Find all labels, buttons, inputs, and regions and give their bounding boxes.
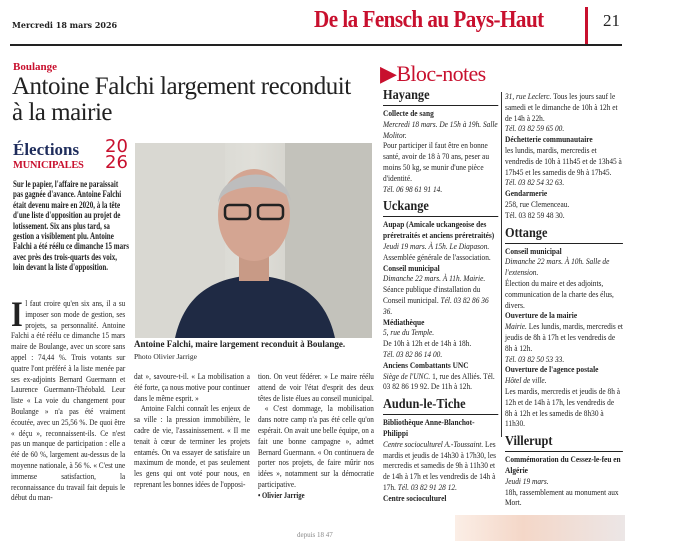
header-rule xyxy=(10,44,622,46)
article-kicker: Boulange xyxy=(13,61,58,73)
notice-title: Déchetterie communautaire xyxy=(505,135,593,145)
article-column-3 xyxy=(258,371,374,502)
notice-text: De 10h à 12h et de 14h à 18h. xyxy=(383,339,472,349)
paragraph: dat », savoure-t-il. « La mobilisation a été forte, ça nous motive pour continuer dans le même esprit. » xyxy=(134,371,250,403)
header-divider xyxy=(585,7,588,45)
elections-logo xyxy=(13,136,131,176)
notice-text: Assemblée générale de l'association. xyxy=(383,252,491,262)
paragraph: « C'est dommage, la mobilisation dans notre camp n'a pas été celle qu'on espérait. On avait une belle équipe, on a fait une bonne campagne », admet Bernard Guermann. « On continuera de porter nos projets, de faire mûrir nos idées », notamment sur la démocratie participative. xyxy=(258,403,374,489)
notice-title: Anciens Combattants UNC xyxy=(383,360,469,370)
notice-text: 1, rue des Alliés. Tél. 03 82 86 19 92. De 11h à 12h. xyxy=(383,371,495,392)
town-heading: Audun-le-Tiche xyxy=(383,397,498,415)
article-column-1 xyxy=(11,294,126,503)
notice-text: Élection du maire et des adjoints, communication de la charte des élus, divers. xyxy=(505,278,614,310)
notice-text: Séance publique d'installation du Conseil municipal. xyxy=(383,285,481,305)
notice-phone: Tél. 03 82 91 28 12. xyxy=(397,482,457,492)
author-signature: • Olivier Jarrige xyxy=(258,490,305,500)
notice-text: Les mardis, mercredis et jeudis de 8h à 12h et de 14h à 17h, les vendredis de 8h à 12h et les samedis de 8h30 à 11h30. xyxy=(505,386,621,429)
notice-when: Mairie. xyxy=(505,322,527,332)
blocnotes-title: ▶Bloc-notes xyxy=(380,61,486,86)
blocnotes-title-text: Bloc-notes xyxy=(396,61,486,86)
drop-cap: I xyxy=(11,294,23,334)
notice-text: 18h, rassemblement au monument aux Mort. xyxy=(505,487,619,508)
photo-caption: Antoine Falchi, maire largement reconduit à Boulange. xyxy=(134,339,346,349)
paragraph: Antoine Falchi connaît les enjeux de sa ville : la pression immobilière, le cadre de vie, l'assainissement. « Il me tenait à cœur de terminer les projets entamés. On va essayer de satisfaire un maximum de monde, et pas seulement les gens qui ont voté pour nous, en reprenant les bonnes idées de l'opposi- xyxy=(134,403,250,489)
notice-when: Jeudi 19 mars. À 15h. Le Diapason. xyxy=(383,241,490,251)
issue-date: Mercredi 18 mars 2026 xyxy=(12,20,118,30)
footer-fragment: depuis 18 47 xyxy=(297,531,333,539)
notice-when: Siège de l'UNC. xyxy=(383,371,431,381)
notice-title: Bibliothèque Anne-Blanchot-Philippi xyxy=(383,418,475,438)
column-divider xyxy=(501,92,502,437)
section-title: De la Fensch au Pays-Haut xyxy=(314,7,544,33)
notice-phone: Tél. 03 82 59 48 30. xyxy=(505,210,565,220)
notice-when: Jeudi 19 mars. xyxy=(505,476,549,486)
town-heading: Hayange xyxy=(383,88,498,106)
town-heading: Ottange xyxy=(505,226,623,244)
logo-year: 2026 xyxy=(105,136,128,173)
notice-when: Mercredi 18 mars. De 15h à 19h. Salle Molitor. xyxy=(383,119,498,140)
notice-title: Commémoration du Cessez-le-feu en Algérie xyxy=(505,455,621,475)
notice-text: 258, rue Clemenceau. xyxy=(505,199,570,209)
notice-phone: Tél. 03 82 86 14 00. xyxy=(383,349,443,359)
blocnotes-column-1 xyxy=(383,88,498,505)
notice-title: Médiathèque xyxy=(383,317,425,327)
notice-title: Conseil municipal xyxy=(505,246,562,256)
notice-phone: Tél. 03 82 59 65 00. xyxy=(505,124,565,134)
notice-title: Centre socioculturel xyxy=(383,493,447,503)
notice-when: Hôtel de ville. xyxy=(505,376,547,386)
notice-text: Les mardis et jeudis de 14h30 à 17h30, les mercredis et samedis de 9h à 11h30 et de 14h à 17h et les vendredis de 14h à 17h. xyxy=(383,439,496,492)
notice-title: Ouverture de l'agence postale xyxy=(505,365,599,375)
notice-when: 31, rue Leclerc. xyxy=(505,92,552,101)
notice-text: Tous les jours sauf le samedi et le dimanche de 10h à 12h et de 14h à 22h. xyxy=(505,92,618,123)
blocnotes-column-2 xyxy=(505,92,623,509)
page-number: 21 xyxy=(603,11,620,30)
notice-when: 5, rue du Temple. xyxy=(383,328,435,338)
paragraph: tion. On veut fédérer. » Le maire réélu attend de voir l'état d'esprit des deux têtes de liste élues au conseil municipal. xyxy=(258,371,374,403)
notice-text: Pour participer il faut être en bonne santé, avoir de 18 à 70 ans, peser au moins 50 kg, se munir d'une pièce d'identité. xyxy=(383,141,490,183)
notice-text: Les lundis, mardis, mercredis et jeudis de 8h à 17h et les vendredis de 8h à 12h. xyxy=(505,322,623,353)
notice-phone: Tél. 03 82 50 53 33. xyxy=(505,354,565,364)
article-column-2 xyxy=(134,371,250,490)
paragraph: l faut croire qu'en six ans, il a su imposer son mode de gestion, ses projets, sa personnalité. Antoine Falchi a été réélu ce dimanche 15 mars maire de Boulange, avec un score sans appel : 74,44 %. Trois votants sur quatre l'ont préféré à la liste menée par ses ex-adjoints Bernard Guermann et Laurence Guermann-Théobald. Leur liste « La voie du changement pour Boulange » n'a pas été vraiment écoutée, avec un 25,56 %. De quoi être « déçu », reconnaissent-ils. Ce n'est pas un manque de participation : elle a été de 60 %, largement au-dessus de la moyenne nationale, à 56 %. « C'est une immense satisfaction, la reconnaissance du travail fait depuis le début du man- xyxy=(11,298,126,503)
logo-line1: Élections xyxy=(13,140,80,159)
notice-phone: Tél. 03 82 54 32 63. xyxy=(505,178,565,188)
notice-phone: Tél. 03 82 86 36 36. xyxy=(383,295,489,316)
photo-credit: Photo Olivier Jarrige xyxy=(134,352,197,361)
town-heading: Villerupt xyxy=(505,434,623,452)
notice-text: les lundis, mardis, mercredis et vendredis de 10h à 11h45 et de 13h45 à 17h45 et les samedis de 9h à 17h45. xyxy=(505,145,622,177)
article-photo xyxy=(135,143,372,338)
notice-title: Gendarmerie xyxy=(505,189,548,199)
town-heading: Uckange xyxy=(383,199,498,217)
notice-when: Dimanche 22 mars. À 10h. Salle de l'extension. xyxy=(505,257,610,278)
notice-when: Dimanche 22 mars. À 11h. Mairie. xyxy=(383,274,486,284)
notice-when: Centre socioculturel A.-Toussaint. xyxy=(383,439,484,449)
notice-phone: Tél. 06 98 61 91 14. xyxy=(383,184,443,194)
notice-title: Ouverture de la mairie xyxy=(505,311,578,321)
notice-title: Collecte de sang xyxy=(383,109,434,118)
article-intro: Sur le papier, l'affaire ne paraissait pas gagnée d'avance. Antoine Falchi était devenu maire en 2020, à la tête d'une liste d'opposition au projet de lotissement. Six ans plus tard, sa gestion a visiblement plu. Antoine Falchi a été réélu ce dimanche 15 mars avec près des trois-quarts des voix, loin devant la liste d'opposition. xyxy=(13,179,130,273)
notice-title: Conseil municipal xyxy=(383,263,440,273)
advertisement-image xyxy=(455,515,625,541)
notice-title: Aupap (Amicale uckangeoise des préretraités et anciens préretraités) xyxy=(383,220,495,241)
article-headline: Antoine Falchi largement reconduit à la mairie xyxy=(12,73,351,126)
logo-line2: MUNICIPALES xyxy=(13,160,84,171)
